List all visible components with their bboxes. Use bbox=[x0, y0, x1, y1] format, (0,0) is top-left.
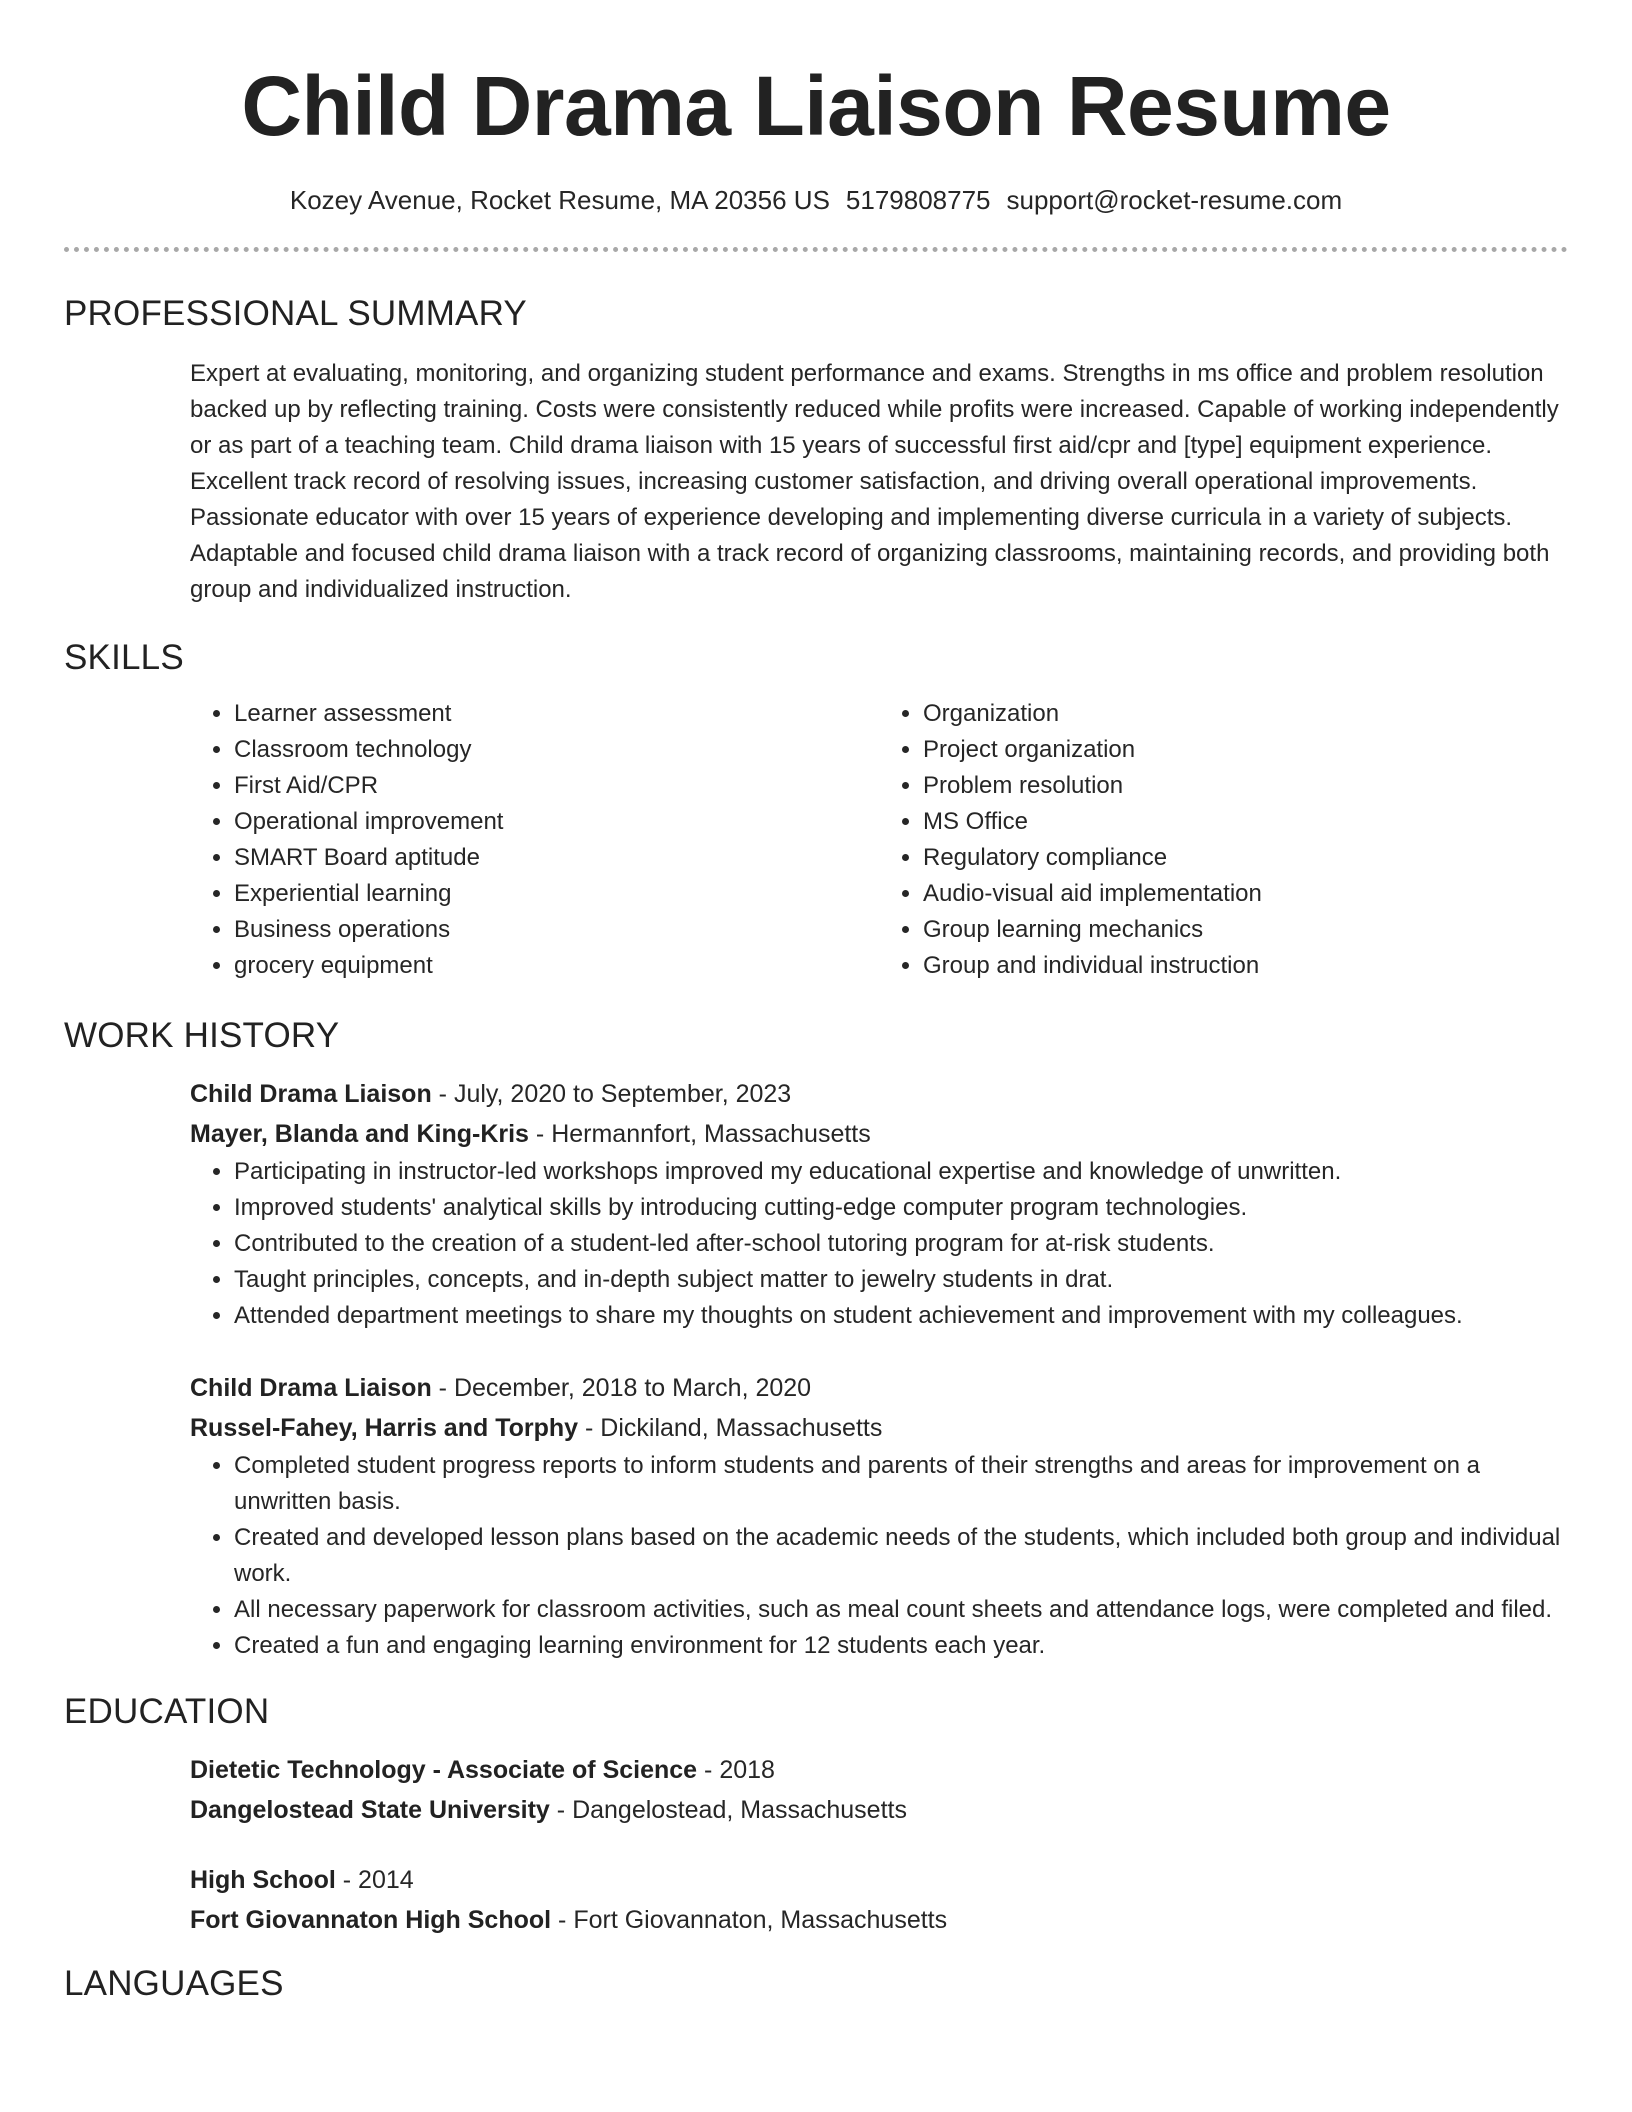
work-history-section bbox=[64, 1014, 1568, 1664]
languages-section bbox=[64, 1962, 1568, 2006]
skill-item: • Group and individual instruction bbox=[923, 948, 1568, 984]
job-duties bbox=[190, 1154, 1568, 1334]
separator: - bbox=[528, 1120, 552, 1148]
separator: - bbox=[549, 1796, 573, 1824]
job-duty: • Participating in instructor-led workshops improved my educational expertise and knowledge of unwritten. bbox=[234, 1154, 1568, 1190]
skill-item: • Classroom technology bbox=[234, 732, 879, 768]
job-duty: • Contributed to the creation of a student-led after-school tutoring program for at-risk students. bbox=[234, 1226, 1568, 1262]
work-history-heading: WORK HISTORY bbox=[64, 1016, 340, 1055]
job-duty: • Created a fun and engaging learning environment for 12 students each year. bbox=[234, 1628, 1568, 1664]
education-school: Dangelostead State University bbox=[190, 1796, 550, 1824]
education-degree-line bbox=[190, 1860, 1568, 1900]
job-duty: • All necessary paperwork for classroom activities, such as meal count sheets and attendance logs, were completed and filed. bbox=[234, 1592, 1568, 1628]
skill-item: • Operational improvement bbox=[234, 804, 879, 840]
job-duty: • Completed student progress reports to inform students and parents of their strengths and areas for improvement on a unwritten basis. bbox=[234, 1448, 1568, 1520]
contact-line bbox=[64, 183, 1568, 217]
resume-title: Child Drama Liaison Resume bbox=[241, 59, 1391, 153]
job-company-line bbox=[190, 1114, 1568, 1154]
skill-item: • Group learning mechanics bbox=[923, 912, 1568, 948]
education-school-line bbox=[190, 1900, 1568, 1940]
job-duties bbox=[190, 1448, 1568, 1664]
education-entry bbox=[190, 1860, 1568, 1940]
skill-item: • SMART Board aptitude bbox=[234, 840, 879, 876]
separator: - bbox=[431, 1374, 454, 1402]
job-location: Dickiland, Massachusetts bbox=[600, 1414, 883, 1442]
education-location: Fort Giovannaton, Massachusetts bbox=[573, 1906, 948, 1934]
job-dates: December, 2018 to March, 2020 bbox=[453, 1374, 812, 1402]
education-degree: High School bbox=[190, 1866, 336, 1894]
separator: - bbox=[551, 1906, 574, 1934]
job-company-line bbox=[190, 1408, 1568, 1448]
job-duty: • Created and developed lesson plans based on the academic needs of the students, which included both group and individual work. bbox=[234, 1520, 1568, 1592]
skills-section bbox=[64, 636, 1568, 984]
skills-list bbox=[190, 696, 1568, 984]
job-title: Child Drama Liaison bbox=[190, 1080, 432, 1108]
header-divider bbox=[64, 247, 1568, 252]
separator: - bbox=[578, 1414, 601, 1442]
skill-item: • Experiential learning bbox=[234, 876, 879, 912]
education-degree: Dietetic Technology - Associate of Science bbox=[190, 1756, 698, 1784]
skills-column-right bbox=[879, 696, 1568, 984]
skills-heading: SKILLS bbox=[64, 638, 184, 677]
education-section bbox=[64, 1690, 1568, 1940]
education-year: 2014 bbox=[358, 1866, 414, 1894]
job-dates: July, 2020 to September, 2023 bbox=[453, 1080, 792, 1108]
skills-column-left bbox=[190, 696, 879, 984]
job-entry bbox=[190, 1368, 1568, 1664]
skill-item: • Project organization bbox=[923, 732, 1568, 768]
separator: - bbox=[335, 1866, 359, 1894]
education-school-line bbox=[190, 1790, 1568, 1830]
skill-item: • Problem resolution bbox=[923, 768, 1568, 804]
contact-email: support@rocket-resume.com bbox=[1006, 185, 1343, 215]
separator: - bbox=[431, 1080, 454, 1108]
languages-heading: LANGUAGES bbox=[64, 1964, 284, 2003]
education-degree-line bbox=[190, 1750, 1568, 1790]
skill-item: • grocery equipment bbox=[234, 948, 879, 984]
job-duty: • Attended department meetings to share my thoughts on student achievement and improvement with my colleagues. bbox=[234, 1298, 1568, 1334]
skill-item: • Organization bbox=[923, 696, 1568, 732]
summary-heading: PROFESSIONAL SUMMARY bbox=[64, 294, 527, 333]
job-company: Russel-Fahey, Harris and Torphy bbox=[190, 1414, 579, 1442]
skill-item: • First Aid/CPR bbox=[234, 768, 879, 804]
education-location: Dangelostead, Massachusetts bbox=[572, 1796, 907, 1824]
skill-item: • Business operations bbox=[234, 912, 879, 948]
skill-item: • Regulatory compliance bbox=[923, 840, 1568, 876]
summary-section bbox=[64, 292, 1568, 608]
education-heading: EDUCATION bbox=[64, 1692, 270, 1731]
education-school: Fort Giovannaton High School bbox=[190, 1906, 552, 1934]
separator: - bbox=[697, 1756, 720, 1784]
skill-item: • MS Office bbox=[923, 804, 1568, 840]
education-entry bbox=[190, 1750, 1568, 1830]
job-entry bbox=[190, 1074, 1568, 1334]
job-duty: • Improved students' analytical skills by introducing cutting-edge computer program technologies. bbox=[234, 1190, 1568, 1226]
job-duty: • Taught principles, concepts, and in-depth subject matter to jewelry students in drat. bbox=[234, 1262, 1568, 1298]
contact-phone: 5179808775 bbox=[845, 185, 991, 215]
contact-address: Kozey Avenue, Rocket Resume, MA 20356 US bbox=[289, 185, 830, 215]
job-company: Mayer, Blanda and King-Kris bbox=[190, 1120, 529, 1148]
job-location: Hermannfort, Massachusetts bbox=[551, 1120, 871, 1148]
job-title: Child Drama Liaison bbox=[190, 1374, 432, 1402]
job-title-line bbox=[190, 1368, 1568, 1408]
resume-page bbox=[64, 0, 1568, 2006]
job-title-line bbox=[190, 1074, 1568, 1114]
education-year: 2018 bbox=[719, 1756, 775, 1784]
summary-text: Expert at evaluating, monitoring, and organizing student performance and exams. Strengths in ms office and problem resolution backed up by reflecting training. Costs were consistently reduced while profits were increased. Capable of working independently or as part of a teaching team. Child drama liaison with 15 years of successful first aid/cpr and [type] equipment experience. Excellent track record of resolving issues, increasing customer satisfaction, and driving overall operational improvements. Passionate educator with over 15 years of experience developing and implementing diverse curricula in a variety of subjects. Adaptable and focused child drama liaison with a track record of organizing classrooms, maintaining records, and providing both group and individualized instruction. bbox=[190, 360, 1559, 603]
skill-item: • Audio-visual aid implementation bbox=[923, 876, 1568, 912]
skill-item: • Learner assessment bbox=[234, 696, 879, 732]
